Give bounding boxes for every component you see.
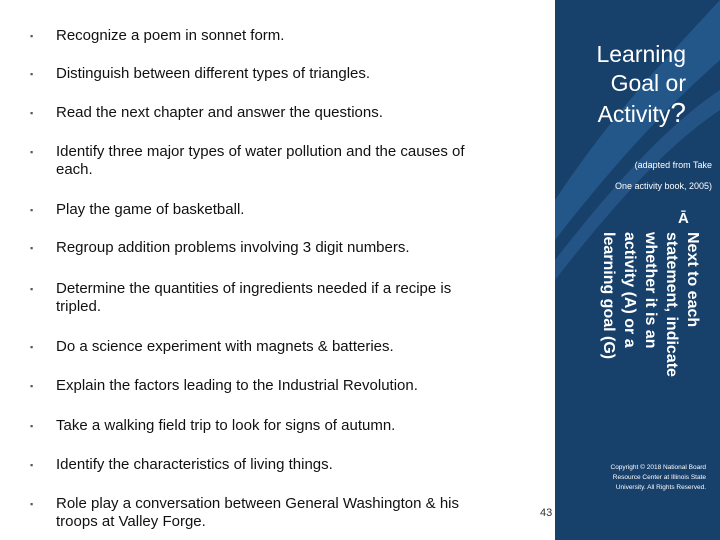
list-item [30,417,500,435]
question-mark: ? [670,97,686,128]
arrow-icon: Ā [678,210,689,227]
item-text: Role play a conversation between General Washington & his troops at Valley Forge. [56,495,460,530]
item-text: Do a science experiment with magnets & batteries. [56,338,394,355]
bullet-icon: ▪ [30,421,34,431]
list-item [30,27,500,45]
list-item [30,65,500,83]
list-item [30,239,500,257]
item-text: Identify three major types of water pollution and the causes of each. [56,143,465,178]
source-credit: One activity book, 2005) [614,181,712,191]
instruction-text: Next to each statement, indicate whether it is an activity (A) or a learning goal (G) [600,232,701,377]
bullet-icon: ▪ [30,31,34,41]
list-item [30,456,500,474]
list-item [30,495,500,531]
item-text: Take a walking field trip to look for signs of autumn. [56,417,396,434]
title-word: Activity [597,101,671,127]
title-line [560,98,686,129]
item-text: Explain the factors leading to the Industrial Revolution. [56,377,418,394]
list-item [30,338,500,356]
list-item [30,143,500,179]
list-item [30,104,500,122]
page-number: 43 [540,507,553,519]
bullet-icon: ▪ [30,205,34,215]
bullet-icon: ▪ [30,342,34,352]
bullet-icon: ▪ [30,243,34,253]
panel-title [560,40,686,129]
title-line: Goal or [610,70,686,96]
bullet-icon: ▪ [30,460,34,470]
item-text: Recognize a poem in sonnet form. [56,27,285,44]
instruction-box [563,232,703,392]
item-text: Read the next chapter and answer the questions. [56,104,383,121]
copyright-notice: Copyright © 2018 National Board Resource Center at Illinois State University. All Rights Reserved. [610,464,706,491]
title-line: Learning [596,41,686,67]
list-item [30,201,500,219]
item-text: Play the game of basketball. [56,201,245,218]
bullet-icon: ▪ [30,108,34,118]
item-text: Distinguish between different types of triangles. [56,65,371,82]
list-item [30,377,500,395]
bullet-icon: ▪ [30,499,34,509]
item-text: Determine the quantities of ingredients needed if a recipe is tripled. [56,280,452,315]
bullet-icon: ▪ [30,284,34,294]
bullet-icon: ▪ [30,147,34,157]
item-text: Identify the characteristics of living things. [56,456,333,473]
bullet-icon: ▪ [30,381,34,391]
list-item [30,280,500,316]
bullet-icon: ▪ [30,69,34,79]
item-text: Regroup addition problems involving 3 digit numbers. [56,239,410,256]
source-credit: (adapted from Take [634,160,712,170]
